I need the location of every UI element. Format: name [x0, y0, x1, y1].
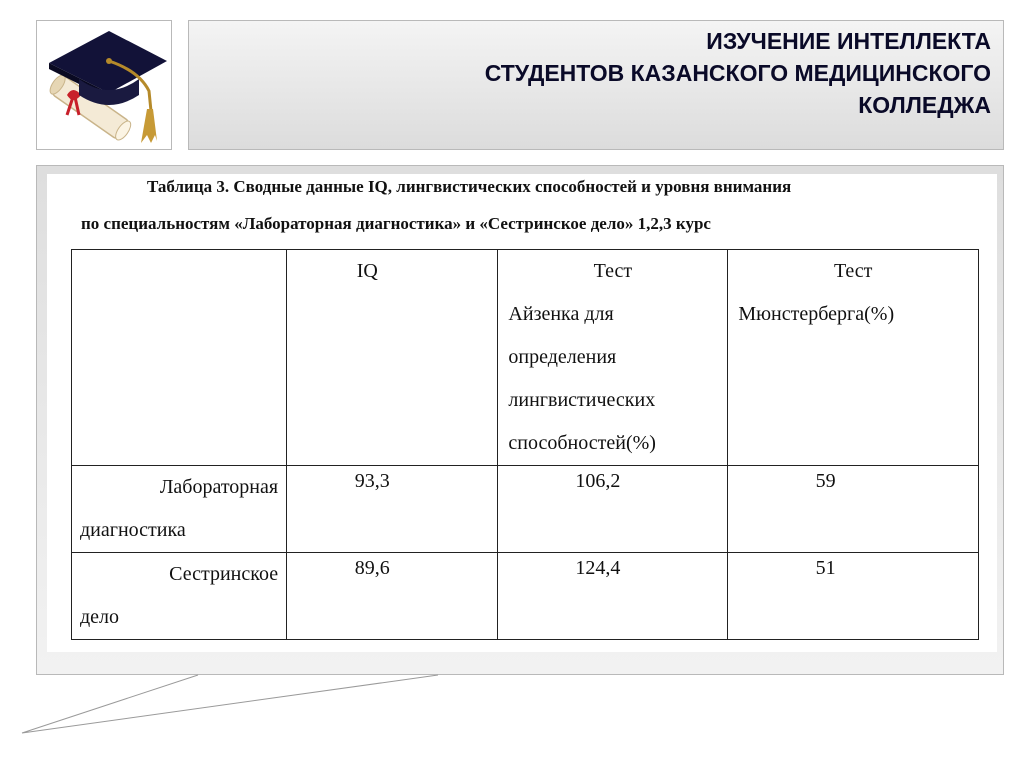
cell-eysenck: 106,2	[498, 466, 728, 553]
caption-line-2: по специальностям «Лабораторная диагностика» и «Сестринское дело» 1,2,3 курс	[81, 214, 711, 233]
row-label-line1: Сестринское	[169, 563, 279, 585]
cell-munsterberg: 51	[728, 553, 979, 640]
caption-line-1: Таблица 3. Сводные данные IQ, лингвистических способностей и уровня внимания	[147, 177, 792, 196]
header-label-line: Айзенка для	[508, 303, 614, 325]
header-label-line: лингвистических	[508, 389, 656, 411]
cell-iq: 89,6	[287, 553, 498, 640]
row-label-line1: Лабораторная	[159, 476, 279, 498]
header-label-line: Тест	[833, 260, 873, 282]
row-label-line2: диагностика	[80, 519, 186, 541]
cell-iq: 93,3	[287, 466, 498, 553]
cell-munsterberg: 59	[728, 466, 979, 553]
header-label-line: способностей(%)	[508, 432, 656, 454]
header-label-line: Тест	[593, 260, 633, 282]
row-label-line2: дело	[80, 606, 120, 628]
header-label: IQ	[356, 260, 378, 282]
cell-eysenck: 124,4	[498, 553, 728, 640]
page-title: ИЗУЧЕНИЕ ИНТЕЛЛЕКТА СТУДЕНТОВ КАЗАНСКОГО МЕДИЦИНСКОГО КОЛЛЕДЖА	[484, 28, 991, 118]
header-label-line: определения	[508, 346, 617, 368]
header-label-line: Мюнстерберга(%)	[738, 303, 895, 325]
